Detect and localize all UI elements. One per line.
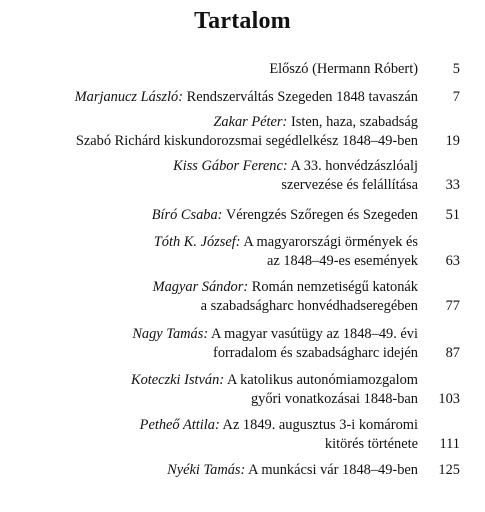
toc-entry-text bbox=[131, 371, 418, 409]
toc-entry-line bbox=[132, 325, 418, 344]
toc-entry-text bbox=[173, 157, 418, 195]
toc-entry-title: Isten, haza, szabadság bbox=[290, 114, 418, 130]
toc-page-number: 51 bbox=[445, 207, 460, 223]
toc-entry-line bbox=[167, 461, 418, 480]
toc-page-number: 33 bbox=[445, 177, 460, 193]
toc-page-number: 63 bbox=[445, 253, 460, 269]
toc-entry-line bbox=[153, 278, 418, 297]
toc-entry-line bbox=[154, 252, 418, 271]
toc-entry-line bbox=[173, 157, 418, 176]
toc-entry-title: Vérengzés Szőregen és Szegeden bbox=[225, 207, 418, 223]
toc-entry-title: Szabó Richárd kiskundorozsmai segédlelkész 1848–49-ben bbox=[75, 133, 418, 149]
toc-entry-title: A katolikus autonómiamozgalom bbox=[226, 372, 418, 388]
toc-entry-text bbox=[269, 60, 418, 79]
toc-page-number: 5 bbox=[452, 61, 460, 77]
toc-entry-title: Az 1849. augusztus 3-i komáromi bbox=[222, 417, 418, 433]
toc-entry-line bbox=[76, 113, 418, 132]
toc-entry-author: Nagy Tamás: bbox=[132, 326, 209, 342]
toc-entry-author: Marjanucz László: bbox=[74, 89, 184, 105]
toc-page-number: 125 bbox=[438, 462, 460, 478]
toc-entry-line bbox=[173, 176, 418, 195]
toc-entry-text bbox=[167, 461, 418, 480]
toc-entry-text bbox=[153, 278, 418, 316]
toc-entry-author: Tóth K. József: bbox=[153, 234, 241, 250]
toc-entry-text bbox=[154, 233, 418, 271]
toc-entry-text bbox=[132, 325, 418, 363]
toc-entry-title: A munkácsi vár 1848–49-ben bbox=[248, 462, 418, 478]
toc-entry-author: Petheő Attila: bbox=[139, 417, 220, 433]
toc-entry-line bbox=[76, 132, 418, 151]
toc-entry-text bbox=[140, 416, 418, 454]
toc-page-number: 77 bbox=[445, 298, 460, 314]
toc-entry-text bbox=[75, 88, 418, 107]
toc-entry-title: Rendszerváltás Szegeden 1848 tavaszán bbox=[186, 89, 418, 105]
toc-entry-title: A magyarországi örmények és bbox=[243, 234, 418, 250]
toc-page-number: 19 bbox=[445, 133, 460, 149]
toc-entry-title: A magyar vasútügy az 1848–49. évi bbox=[210, 326, 418, 342]
toc-page-number: 103 bbox=[438, 391, 460, 407]
toc-entry-title: Előszó (Hermann Róbert) bbox=[269, 61, 418, 77]
page-title: Tartalom bbox=[194, 8, 291, 34]
toc-entry-author: Nyéki Tamás: bbox=[167, 462, 246, 478]
toc-page-number: 111 bbox=[439, 436, 460, 452]
toc-entry-line bbox=[131, 371, 418, 390]
toc-entry-line bbox=[153, 297, 418, 316]
toc-entry-title: a szabadságharc honvédhadseregében bbox=[200, 298, 418, 314]
toc-entry-author: Koteczki István: bbox=[131, 372, 225, 388]
toc-entry-text bbox=[76, 113, 418, 151]
toc-entry-line bbox=[140, 435, 418, 454]
toc-entry-line bbox=[140, 416, 418, 435]
toc-entry-line bbox=[131, 390, 418, 409]
toc-entry-line bbox=[269, 60, 418, 79]
toc-entry-author: Kiss Gábor Ferenc: bbox=[173, 158, 288, 174]
toc-entry-author: Zakar Péter: bbox=[213, 114, 288, 130]
toc-entry-title: Román nemzetiségű katonák bbox=[251, 279, 418, 295]
toc-entry-line bbox=[75, 88, 418, 107]
toc-entry-line bbox=[132, 344, 418, 363]
toc-entry-line bbox=[152, 206, 418, 225]
toc-entry-title: győri vonatkozásai 1848-ban bbox=[250, 391, 418, 407]
toc-page-number: 7 bbox=[452, 89, 460, 105]
toc-entry-title: A 33. honvédzászlóalj bbox=[290, 158, 418, 174]
toc-entry-title: szervezése és felállítása bbox=[281, 177, 418, 193]
toc-entry-title: az 1848–49-es események bbox=[266, 253, 418, 269]
toc-entry-author: Magyar Sándor: bbox=[152, 279, 249, 295]
toc-entry-title: forradalom és szabadságharc idején bbox=[213, 345, 418, 361]
toc-page-number: 87 bbox=[445, 345, 460, 361]
toc-entry-text bbox=[152, 206, 418, 225]
toc-entry-author: Bíró Csaba: bbox=[151, 207, 223, 223]
toc-entry-line bbox=[154, 233, 418, 252]
toc-entry-title: kitörés története bbox=[324, 436, 418, 452]
